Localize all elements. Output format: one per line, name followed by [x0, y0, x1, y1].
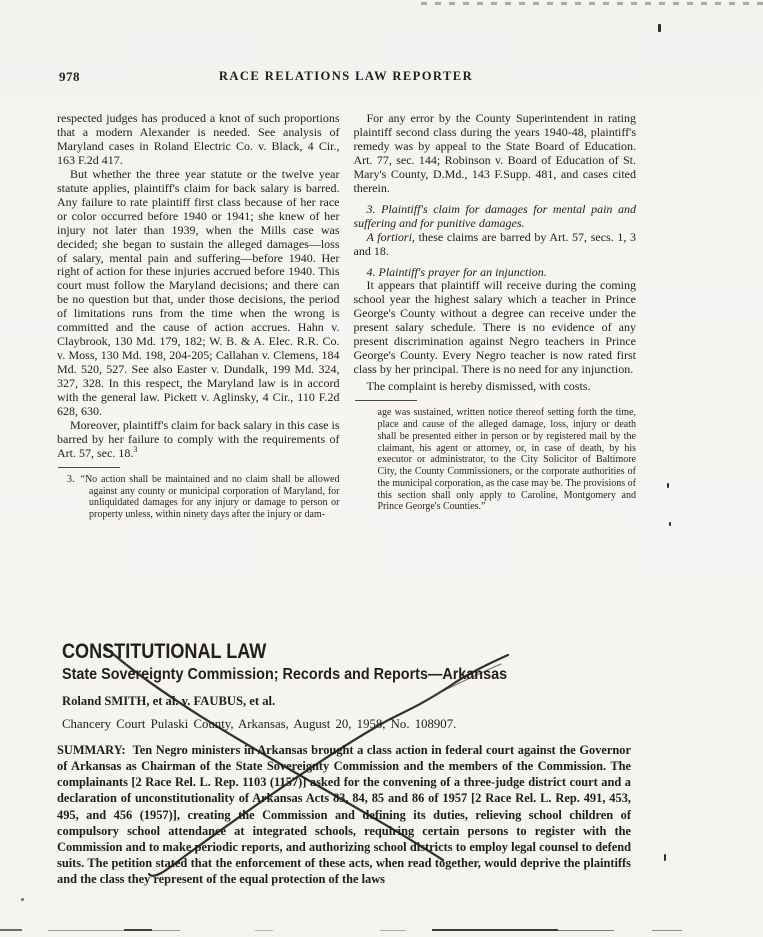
paragraph	[57, 419, 340, 461]
scan-speck	[658, 24, 661, 32]
latin-phrase: A fortiori,	[366, 229, 415, 244]
footnote-rule	[58, 467, 120, 468]
scan-edge-segment	[652, 930, 682, 931]
constitutional-law-section	[57, 640, 631, 887]
two-column-body	[57, 112, 636, 521]
section-title: CONSTITUTIONAL LAW	[62, 640, 267, 663]
case-name: Roland SMITH, et al. v. FAUBUS, et al.	[62, 694, 276, 708]
scan-edge-segment	[255, 930, 273, 931]
journal-title: RACE RELATIONS LAW REPORTER	[218, 69, 474, 83]
issue-heading-4: 4. Plaintiff's prayer for an injunction.	[366, 264, 547, 279]
right-column	[354, 112, 637, 521]
disposition-line: The complaint is hereby dismissed, with costs.	[366, 379, 591, 394]
summary-text: Ten Negro ministers in Arkansas brought a class action in federal court against the Governor of Arkansas as Chairman of the State Sovereignty Commission and the members of the Commission. The complainants [2 Race Rel. L. Rep. 1103 (1157)] asked for the convening of a three-judge district court and a declaration of unconstitutionality of Arkansas Acts 83, 84, 85 and 86 of 1957 [2 Race Rel. L. Rep. 491, 453, 495, and 456 (1957)], creating the Commission and defining its duties, relieving school children of compulsory school attendance at integrated schools, requiring certain persons to register with the Commission and to make periodic reports, and authorizing school districts to employ legal counsel to defend suits. The petition stated that the enforcement of these acts, when read together, would deprive the plaintiffs and the class they represent of the equal protection of the laws	[57, 743, 631, 887]
scan-edge-segment	[380, 930, 406, 931]
footnote-text: “No action shall be maintained and no claim shall be allowed against any county or municipal corporation of Maryland, for unliquidated damages for any injury or damage to person or property unless, within ninety days after the injury or dam-	[80, 473, 340, 521]
paragraph: For any error by the County Superintendent in rating plaintiff second class during the years 1940-48, plaintiff's remedy was by appeal to the State Board of Education. Art. 77, sec. 144; Robinson v. Board of Education of St. Mary's County, D.Md., 143 F.Supp. 481, and cases cited therein.	[353, 111, 636, 195]
scan-edge-segment	[48, 930, 180, 931]
summary-label: SUMMARY:	[57, 743, 126, 757]
paragraph-text: Moreover, plaintiff's claim for back salary in this case is barred by her failure to comply with the requirements of Art. 57, sec. 18.	[57, 417, 340, 460]
scan-edge-segment	[124, 929, 152, 931]
scan-edge-segment	[0, 929, 22, 931]
issue-heading-3: 3. Plaintiff's claim for damages for mental pain and suffering and for punitive damages.	[353, 201, 636, 230]
scan-speck	[664, 854, 666, 861]
footnote-marker: 3	[133, 444, 138, 454]
case-summary	[57, 742, 631, 887]
running-head	[57, 69, 635, 85]
footnote-rule	[355, 400, 417, 401]
paragraph-text: these claims are barred by Art. 57, secs. 1, 3 and 18.	[353, 229, 636, 258]
page-number: 978	[59, 69, 80, 84]
scan-speck	[667, 483, 669, 488]
scan-edge-segment	[558, 930, 614, 931]
paragraph: But whether the three year statute or the twelve year statute applies, plaintiff's claim for back salary is barred. Any failure to rate plaintiff first class because of her race or color occurred before 1940 or 1941; she knew of her injury not later than 1939, when the Mills case was decided; she began to sustain the alleged damages—loss of salary, mental pain and suffering—before 1940. Her right of action for these injuries accrued before 1940. This court must follow the Maryland decisions; and there can be no question but that, under those decisions, the period of limitations runs from the time when the wrong is committed and the cause of action accrues. Hahn v. Claybrook, 130 Md. 179, 182; W. B. & A. Elec. R.R. Co. v. Moss, 130 Md. 198, 204-205; Callahan v. Clemens, 184 Md. 520, 527. See also Easter v. Dundalk, 199 Md. 324, 327, 328. In this respect, the Maryland law is in accord with the general law. Pickett v. Aglinsky, 4 Cir., 110 F.2d 628, 630.	[57, 166, 340, 419]
footnote-3	[67, 474, 340, 521]
scan-edge-dotted-line	[421, 2, 763, 5]
left-column	[57, 112, 340, 521]
scan-speck	[21, 898, 24, 901]
court-and-date-line: Chancery Court Pulaski County, Arkansas, August 20, 1958, No. 108907.	[62, 717, 457, 731]
paragraph: respected judges has produced a knot of such proportions that a modern Alexander is needed. See analysis of Maryland cases in Roland Electric Co. v. Black, 4 Cir., 163 F.2d 417.	[57, 111, 340, 167]
footnote-number: 3.	[67, 473, 75, 485]
paragraph	[354, 231, 637, 259]
paragraph: It appears that plaintiff will receive during the coming school year the highest salary which a teacher in Prince George's County without a degree can receive under the present salary schedule. There is no evidence of any present discrimination against Negro teachers in Prince George's County. Every Negro teacher is now rated first class by her principal. There is no need for any injunction.	[353, 278, 636, 377]
section-subtitle: State Sovereignty Commission; Records and Reports—Arkansas	[62, 666, 508, 683]
scan-edge-segment	[432, 929, 558, 931]
scan-speck	[669, 522, 671, 526]
footnote-continuation: age was sustained, written notice thereof setting forth the time, place and cause of the alleged damage, loss, injury or death shall be presented either in person or by registered mail by the claimant, his agent or attorney, or, in case of death, by his executor or administrator, to the City Solicitor of Baltimore City, the County Commissioners, or the corporate authorities of the municipal corporation, as the case may be. The provisions of this section shall only apply to Caroline, Montgomery and Prince George's Counties.”	[377, 407, 636, 513]
